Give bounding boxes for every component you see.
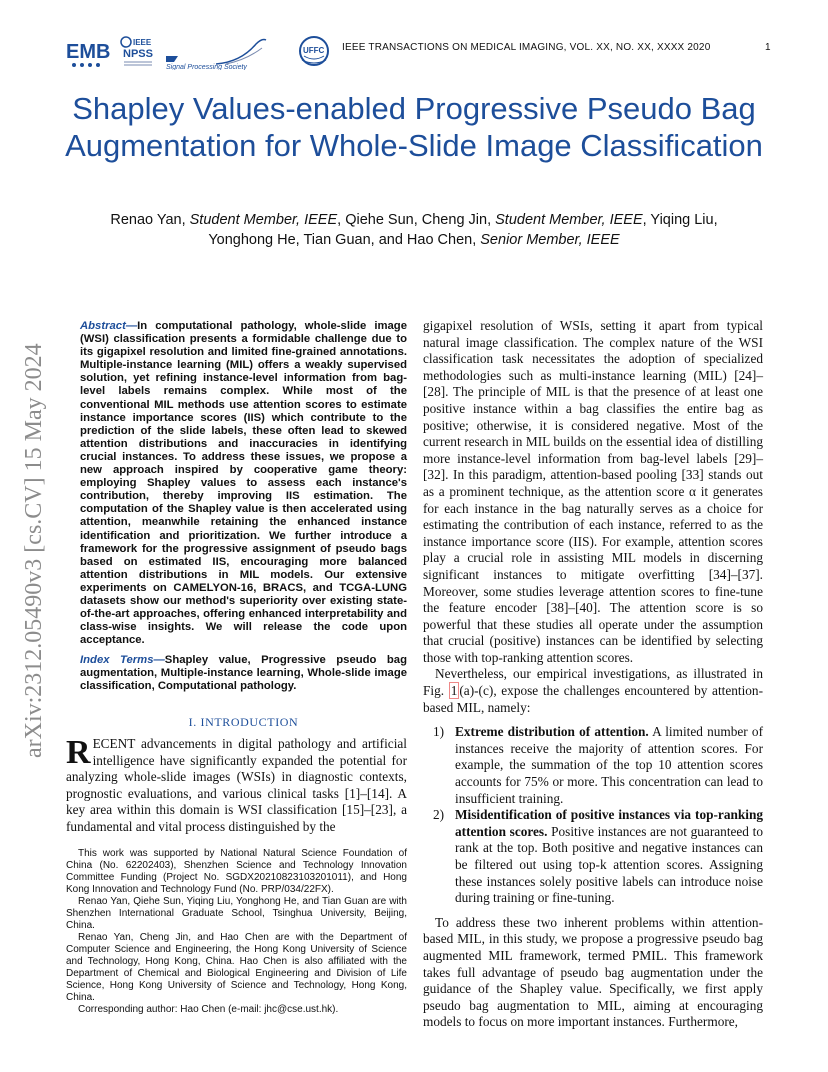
page-number: 1: [765, 42, 771, 53]
abstract-text: In computational pathology, whole-slide image (WSI) classification presents a formidable challenge due to its gigapixel resolution and limited fine-grained annotations. Multiple-instance learning (MIL) offers a weakly supervised solution, yet refining instance-level information from bag-level labels remains complex. While most of the conventional MIL methods use attention scores to estimate instance importance scores (IIS) which contribute to the prediction of the slide labels, these often lead to skewed attention distributions and inaccuracies in identifying crucial instances. To address these issues, we propose a new approach inspired by cooperative game theory: employing Shapley values to assess each instance's contribution, thereby improving IIS estimation. The computation of the Shapley value is then accelerated using attention, meanwhile retaining the enhanced instance identification and prioritization. We further introduce a framework for the progressive assignment of pseudo bags based on estimated IIS, encouraging more balanced attention distributions in MIL models. Our extensive experiments on CAMELYON-16, BRACS, and TCGA-LUNG datasets show our method's superiority over existing state-of-the-art approaches, offering enhanced interpretability and class-wise insights. We will release the code upon acceptance.: [80, 320, 407, 647]
list-item-heading: Extreme distribution of attention.: [455, 724, 649, 740]
uffc-logo-text: UFFC: [303, 46, 325, 55]
footnote: Renao Yan, Cheng Jin, and Hao Chen are with the Department of Computer Science and Engineering, the Hong Kong University of Science and Technology, Hong Kong, China. Hao Chen is also affiliated with the Department of Chemical and Biological Engineering and Division of Life Science, Hong Kong University of Science and Technology, Hong Kong, China.: [66, 932, 407, 1003]
footnotes: [66, 848, 407, 1016]
footnote: This work was supported by National Natural Science Foundation of China (No. 62202403), Shenzhen Science and Technology Innovation Committee Funding (Project No. SGDX20210823103201011), and Hong Kong Innovation and Technology Fund (No. PRP/034/22FX).: [66, 848, 407, 895]
npss-ieee-text: IEEE: [133, 38, 152, 47]
emb-logo: [66, 41, 110, 67]
index-terms-lead: Index Terms—: [80, 654, 165, 666]
author-role: Student Member, IEEE: [495, 212, 643, 228]
drop-cap: R: [66, 734, 91, 771]
footnote: Renao Yan, Qiehe Sun, Yiqing Liu, Yonghong He, and Tian Guan are with Shenzhen International Graduate School, Tsinghua University, Beijing, China.: [66, 896, 407, 931]
index-terms-text: Shapley value, Progressive pseudo bag augmentation, Multiple-instance learning, Whole-slide image classification, Computational pathology.: [80, 654, 407, 693]
figure-reference-link[interactable]: 1: [450, 683, 458, 699]
body-paragraph: To address these two inherent problems within attention-based MIL, in this study, we propose a progressive pseudo bag augmented MIL framework, termed PMIL. This framework takes full advantage of pseudo bag augmentation under the guidance of the Shapley value. Specifically, we first apply pseudo bag augmentation to MIL, aiming at encouraging models to focus on more important instances. Furthermore,: [423, 914, 763, 1030]
author-text: Yonghong He, Tian Guan, and Hao Chen,: [208, 232, 481, 248]
body-paragraph: gigapixel resolution of WSIs, setting it apart from typical natural image classification. The complex nature of the WSI classification task necessitates the adoption of specialized methodologies such as multi-instance learning (MIL) [24]–[28]. The principle of MIL is that the presence of at least one positive instance within a bag classifies the entire bag as positive; otherwise, it is considered negative. Most of the current research in MIL builds on the essential idea of distilling more instance-level information from bag-level labels [29]–[32]. In this paradigm, attention-based pooling [33] stands out as a prominent technique, as the attention score α it generates for each instance in the bag naturally serves as a choice for estimating the contribution of each instance, referred to as the instance importance score (IIS). For example, attention scores play a crucial role in assisting MIL models in discerning significant instances to mitigate overfitting [34]–[37]. Moreover, some studies leverage attention scores to fine-tune the feature encoder [38]–[40]. The attention score is so powerful that these studies all operate under the assumption that crucial (positive) instances can be identified by selecting those with top-ranking attention scores.: [423, 318, 763, 665]
author-text: , Qiehe Sun, Cheng Jin,: [337, 212, 496, 228]
npss-logo: [121, 37, 153, 65]
introduction-paragraph: [66, 736, 407, 836]
author-role: Senior Member, IEEE: [480, 232, 620, 248]
uffc-logo: [300, 37, 328, 65]
list-item-text: A limited number of instances receive the majority of attention scores. For example, the summation of the top 10 attention scores accounts for 75% or more. This concentration can lead to insufficient training.: [455, 724, 763, 806]
challenge-list: [423, 724, 763, 907]
sps-logo: [166, 40, 266, 71]
body-paragraph: [423, 666, 763, 716]
npss-logo-text: NPSS: [123, 48, 153, 60]
introduction-text: ECENT advancements in digital pathology and artificial intelligence have significantly expanded the potential for analyzing whole-slide images (WSIs) in diagnostic contexts, prognostic evaluations, and various clinical tasks [1]–[14]. A key area within this domain is WSI classification [15]–[23], a fundamental and vital process distinguished by the: [66, 736, 407, 834]
list-number: 2): [433, 807, 445, 823]
list-item: [423, 724, 763, 807]
journal-header: IEEE TRANSACTIONS ON MEDICAL IMAGING, VOL. XX, NO. XX, XXXX 2020: [342, 42, 711, 53]
society-logos: [66, 34, 336, 70]
list-item-text: Positive instances are not guaranteed to rank at the top. Both positive and negative instances can be filtered out using top-k attention scores. Assigning these instances solely positive labels can introduce noise during training or fine-tuning.: [455, 823, 763, 906]
author-text: Renao Yan,: [110, 212, 190, 228]
arxiv-identifier-stamp: arXiv:2312.05490v3 [cs.CV] 15 May 2024: [21, 343, 47, 758]
section-heading: I. INTRODUCTION: [188, 715, 299, 729]
abstract-lead: Abstract—: [80, 320, 138, 332]
abstract: [80, 320, 407, 647]
paper-title: Shapley Values-enabled Progressive Pseudo Bag Augmentation for Whole-Slide Image Classification: [65, 91, 763, 163]
body-text: (a)-(c), expose the challenges encountered by attention-based MIL, namely:: [423, 683, 763, 715]
index-terms: [80, 654, 407, 693]
sps-logo-text: Signal Processing Society: [166, 64, 247, 70]
list-item-heading: Misidentification of positive instances via top-ranking attention scores.: [455, 807, 763, 839]
right-column: [423, 318, 763, 1031]
footnote: Corresponding author: Hao Chen (e-mail: jhc@cse.ust.hk).: [78, 1004, 339, 1015]
body-text: Nevertheless, our empirical investigations, as illustrated in Fig.: [423, 666, 763, 699]
list-number: 1): [433, 724, 445, 740]
author-list: [60, 210, 768, 250]
author-text: , Yiqing Liu,: [642, 212, 718, 228]
author-role: Student Member, IEEE: [189, 212, 338, 228]
list-item: [423, 807, 763, 907]
emb-logo-text: EMB: [66, 41, 111, 63]
